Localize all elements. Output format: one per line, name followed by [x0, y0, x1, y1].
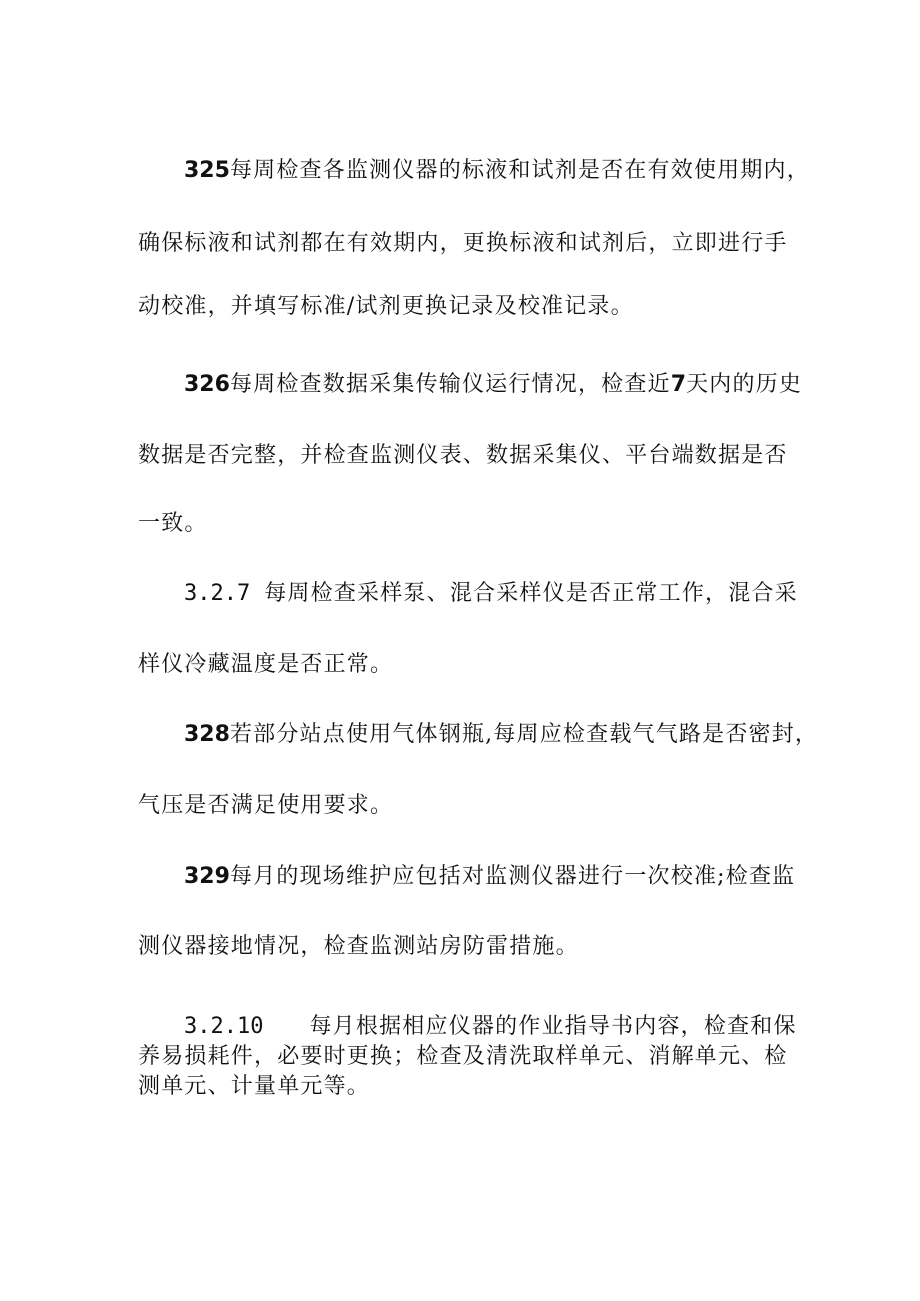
- paragraph-326-line-2: 数据是否完整，并检查监测仪表、数据采集仪、平台端数据是否: [138, 443, 788, 468]
- paragraph-text: 天内的历史: [686, 372, 803, 397]
- paragraph-text: 每周检查数据采集传输仪运行情况，检查近: [229, 372, 671, 397]
- paragraph-text: 每周检查各监测仪器的标液和试剂是否在有效使用期内，: [229, 158, 810, 183]
- paragraph-328-line-2: 气压是否满足使用要求。: [138, 793, 394, 818]
- section-number: 325: [184, 158, 230, 183]
- paragraph-327-line-1: [184, 580, 798, 608]
- section-number: 326: [184, 372, 230, 397]
- inline-number: 7: [670, 372, 687, 397]
- section-number: 3.2.10: [184, 1014, 264, 1039]
- paragraph-328-line-1: [184, 721, 818, 749]
- paragraph-text: 若部分站点使用气体钢瓶,每周应检查载气气路是否密封，: [229, 722, 819, 747]
- paragraph-326-line-3: 一致。: [138, 511, 208, 536]
- paragraph-3210-line-3: 测单元、计量单元等。: [138, 1074, 371, 1099]
- paragraph-3210-line-1: [184, 1013, 797, 1041]
- paragraph-325-line-1: [184, 157, 810, 185]
- paragraph-text: 每月的现场维护应包括对监测仪器进行一次校准;检查监: [229, 864, 796, 889]
- paragraph-text: 每周检查采样泵、混合采样仪是否正常工作，混合采: [264, 581, 798, 606]
- paragraph-325-line-3: 动校准，并填写标准/试剂更换记录及校准记录。: [138, 294, 634, 319]
- paragraph-327-line-2: 样仪冷藏温度是否正常。: [138, 652, 394, 677]
- paragraph-326-line-1: [184, 371, 802, 399]
- section-number: 329: [184, 864, 230, 889]
- section-number: 328: [184, 722, 230, 747]
- section-number: 3.2.7: [184, 581, 251, 606]
- paragraph-3210-line-2: 养易损耗件，必要时更换；检查及清洗取样单元、消解单元、检: [138, 1044, 788, 1069]
- paragraph-329-line-2: 测仪器接地情况，检查监测站房防雷措施。: [138, 934, 579, 959]
- paragraph-text: 每月根据相应仪器的作业指导书内容，检查和保: [309, 1014, 797, 1039]
- paragraph-329-line-1: [184, 863, 795, 891]
- paragraph-325-line-2: 确保标液和试剂都在有效期内，更换标液和试剂后，立即进行手: [138, 231, 788, 256]
